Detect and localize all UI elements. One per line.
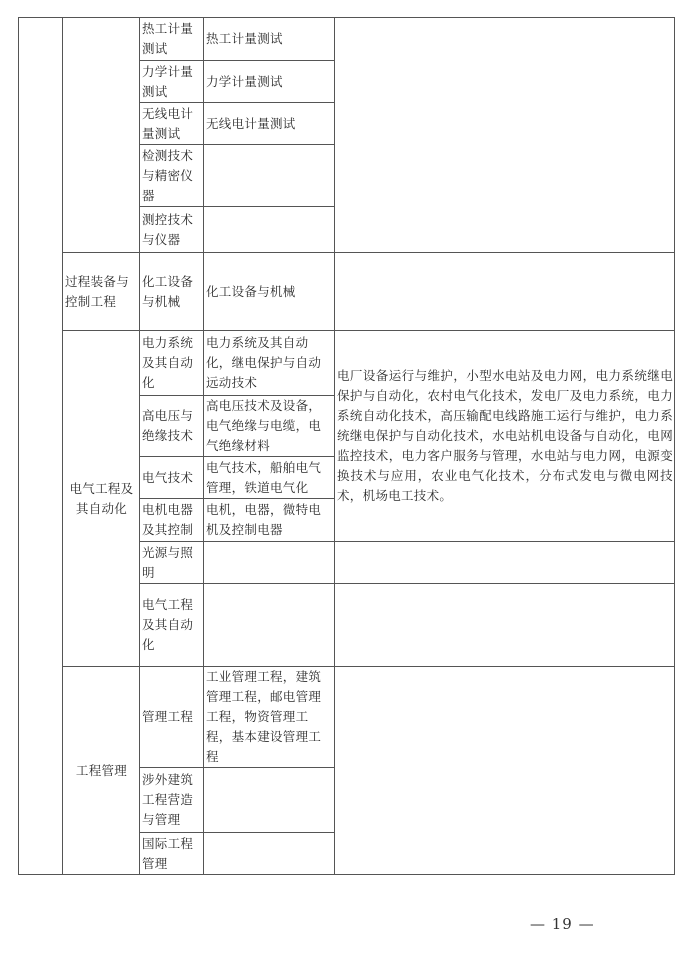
subject-cell: 无线电计量测试 bbox=[140, 103, 204, 145]
page-number: — 19 — bbox=[530, 915, 595, 933]
category-cell bbox=[19, 18, 63, 875]
old-major-cell bbox=[204, 542, 335, 584]
table-row bbox=[19, 331, 675, 396]
subject-cell: 涉外建筑工程营造与管理 bbox=[140, 768, 204, 833]
major-catalog-table bbox=[18, 17, 675, 875]
subject-cell: 管理工程 bbox=[140, 667, 204, 768]
old-major-cell: 力学计量测试 bbox=[204, 61, 335, 103]
subject-cell: 测控技术与仪器 bbox=[140, 207, 204, 253]
subject-cell: 电气技术 bbox=[140, 457, 204, 499]
old-major-cell bbox=[204, 207, 335, 253]
subject-cell: 高电压与绝缘技术 bbox=[140, 396, 204, 457]
vocational-cell bbox=[335, 542, 675, 584]
old-major-cell: 电力系统及其自动化，继电保护与自动远动技术 bbox=[204, 331, 335, 396]
vocational-cell bbox=[335, 584, 675, 667]
major-cell: 工程管理 bbox=[63, 667, 140, 875]
old-major-cell: 电机，电器，微特电机及控制电器 bbox=[204, 499, 335, 542]
subject-cell: 光源与照明 bbox=[140, 542, 204, 584]
old-major-cell: 工业管理工程，建筑管理工程，邮电管理工程，物资管理工程，基本建设管理工程 bbox=[204, 667, 335, 768]
table-row bbox=[19, 667, 675, 768]
vocational-cell bbox=[335, 253, 675, 331]
major-cell: 电气工程及其自动化 bbox=[63, 331, 140, 667]
old-major-cell: 化工设备与机械 bbox=[204, 253, 335, 331]
old-major-cell: 无线电计量测试 bbox=[204, 103, 335, 145]
vocational-cell: 电厂设备运行与维护，小型水电站及电力网，电力系统继电保护与自动化，农村电气化技术，发电厂及电力系统，电力系统自动化技术，高压输配电线路施工运行与维护，电力系统继电保护与自动化技术，水电站机电设备与自动化，电网监控技术，电力客户服务与管理，水电站与电力网，电源变换技术与应用，农业电气化技术，分布式发电与微电网技术，机场电工技术。 bbox=[335, 331, 675, 542]
subject-cell: 热工计量测试 bbox=[140, 18, 204, 61]
subject-cell: 化工设备与机械 bbox=[140, 253, 204, 331]
subject-cell: 检测技术与精密仪器 bbox=[140, 145, 204, 207]
old-major-cell: 电气技术，船舶电气管理，铁道电气化 bbox=[204, 457, 335, 499]
subject-cell: 电力系统及其自动化 bbox=[140, 331, 204, 396]
table-row bbox=[19, 253, 675, 331]
subject-cell: 力学计量测试 bbox=[140, 61, 204, 103]
vocational-cell bbox=[335, 667, 675, 875]
major-cell: 过程装备与控制工程 bbox=[63, 253, 140, 331]
major-cell bbox=[63, 18, 140, 253]
subject-cell: 国际工程管理 bbox=[140, 833, 204, 875]
subject-cell: 电机电器及其控制 bbox=[140, 499, 204, 542]
old-major-cell: 高电压技术及设备，电气绝缘与电缆，电气绝缘材料 bbox=[204, 396, 335, 457]
old-major-cell: 热工计量测试 bbox=[204, 18, 335, 61]
subject-cell: 电气工程及其自动化 bbox=[140, 584, 204, 667]
old-major-cell bbox=[204, 145, 335, 207]
old-major-cell bbox=[204, 584, 335, 667]
vocational-cell bbox=[335, 18, 675, 253]
old-major-cell bbox=[204, 833, 335, 875]
old-major-cell bbox=[204, 768, 335, 833]
table-row bbox=[19, 18, 675, 61]
